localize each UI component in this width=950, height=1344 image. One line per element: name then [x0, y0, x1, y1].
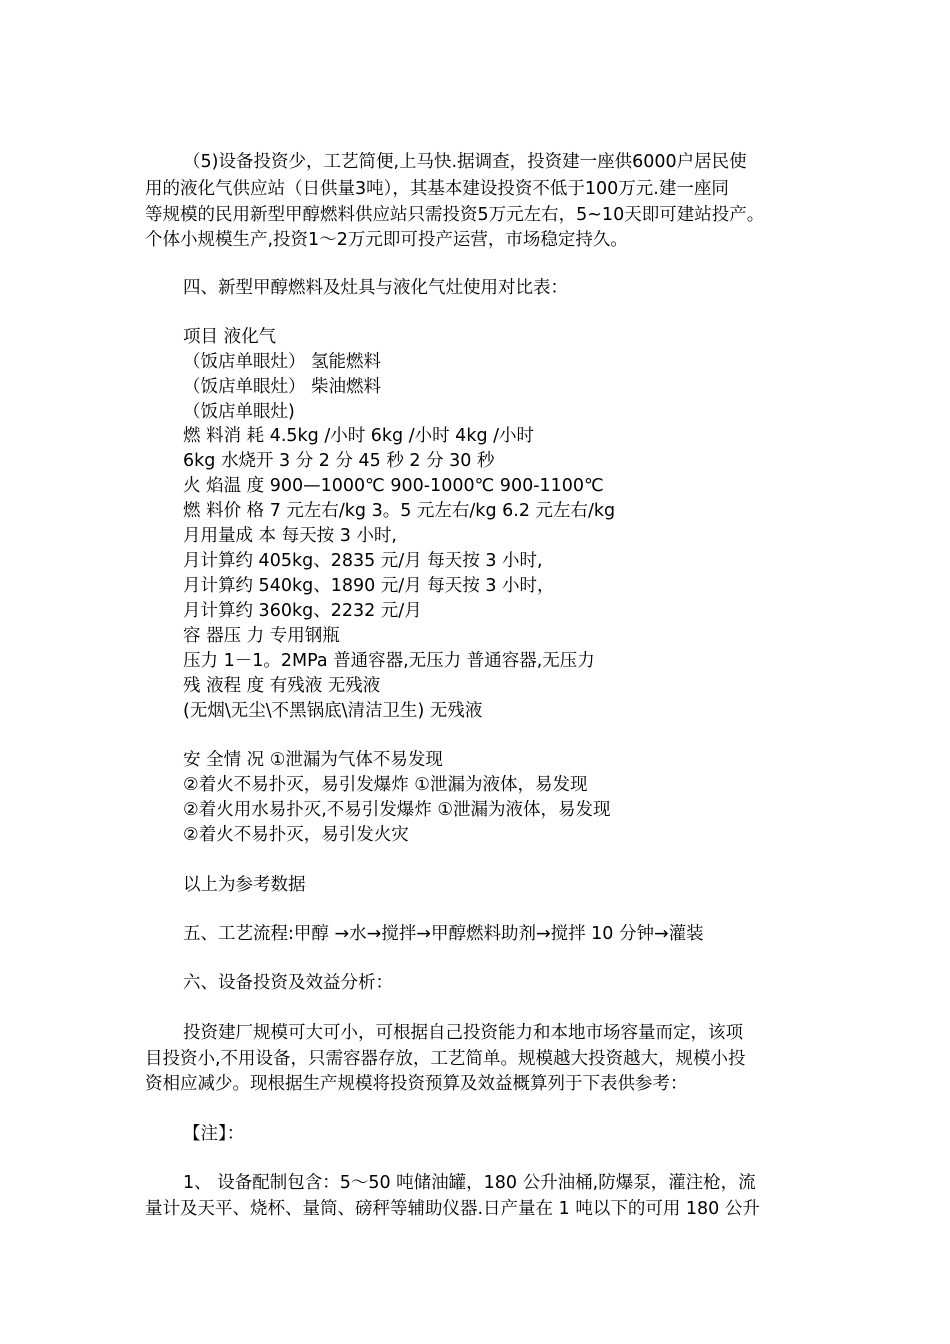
table-line: (无烟\无尘\不黑锅底\清洁卫生) 无残液	[183, 701, 483, 721]
table-line: 容 器压 力 专用钢瓶	[183, 626, 340, 646]
table-line: 月计算约 360kg、2232 元/月	[183, 601, 422, 621]
item1-line-1: 1、 设备配制包含：5～50 吨储油罐，180 公升油桶,防爆泵，灌注枪，流	[183, 1173, 756, 1193]
table-line: 火 焰温 度 900—1000℃ 900-1000℃ 900-1100℃	[183, 476, 604, 496]
table-line: 月计算约 405kg、2835 元/月 每天按 3 小时,	[183, 551, 543, 571]
table-line: 燃 料消 耗 4.5kg /小时 6kg /小时 4kg /小时	[183, 426, 535, 446]
table-line: 燃 料价 格 7 元左右/kg 3。5 元左右/kg 6.2 元左右/kg	[183, 501, 616, 521]
paragraph5-line-2: 用的液化气供应站（日供量3吨），其基本建设投资不低于100万元.建一座同	[145, 179, 729, 199]
item1-line-2: 量计及天平、烧杯、量筒、磅秤等辅助仪器.日产量在 1 吨以下的可用 180 公升	[145, 1199, 760, 1219]
invest-paragraph-line-3: 资相应减少。现根据生产规模将投资预算及效益概算列于下表供参考：	[145, 1074, 688, 1094]
safety-line: ②着火不易扑灭，易引发火灾	[183, 825, 409, 845]
paragraph5-line-4: 个体小规模生产,投资1～2万元即可投产运营，市场稳定持久。	[145, 230, 628, 250]
table-line: （饭店单眼灶） 柴油燃料	[183, 377, 382, 397]
table-line: 月计算约 540kg、1890 元/月 每天按 3 小时，	[183, 576, 555, 596]
section-heading-6: 六、设备投资及效益分析：	[183, 973, 393, 993]
table-line: 项目 液化气	[183, 327, 277, 347]
safety-line: 安 全情 况 ①泄漏为气体不易发现	[183, 750, 443, 770]
note-label: 【注】：	[183, 1124, 245, 1144]
paragraph5-line-3: 等规模的民用新型甲醇燃料供应站只需投资5万元左右，5~10天即可建站投产。	[145, 205, 765, 225]
table-line: 月用量成 本 每天按 3 小时,	[183, 526, 397, 546]
section-heading-4: 四、新型甲醇燃料及灶具与液化气灶使用对比表：	[183, 278, 568, 298]
table-line: （饭店单眼灶)	[183, 402, 295, 422]
invest-paragraph-line-2: 目投资小,不用设备，只需容器存放，工艺简单。规模越大投资越大，规模小投	[145, 1049, 746, 1069]
reference-note: 以上为参考数据	[183, 875, 306, 895]
paragraph5-line-1: （5)设备投资少，工艺简便,上马快.据调查，投资建一座供6000户居民使	[183, 152, 747, 172]
safety-line: ②着火用水易扑灭,不易引发爆炸 ①泄漏为液体，易发现	[183, 800, 611, 820]
table-line: 残 液程 度 有残液 无残液	[183, 676, 381, 696]
table-line: 压力 1－1。2MPa 普通容器,无压力 普通容器,无压力	[183, 651, 595, 671]
table-line: 6kg 水烧开 3 分 2 分 45 秒 2 分 30 秒	[183, 451, 495, 471]
safety-line: ②着火不易扑灭，易引发爆炸 ①泄漏为液体，易发现	[183, 775, 588, 795]
invest-paragraph-line-1: 投资建厂规模可大可小，可根据自己投资能力和本地市场容量而定，该项	[183, 1023, 743, 1043]
table-line: （饭店单眼灶） 氢能燃料	[183, 352, 382, 372]
section-heading-5: 五、工艺流程:甲醇 →水→搅拌→甲醇燃料助剂→搅拌 10 分钟→灌装	[183, 924, 704, 944]
